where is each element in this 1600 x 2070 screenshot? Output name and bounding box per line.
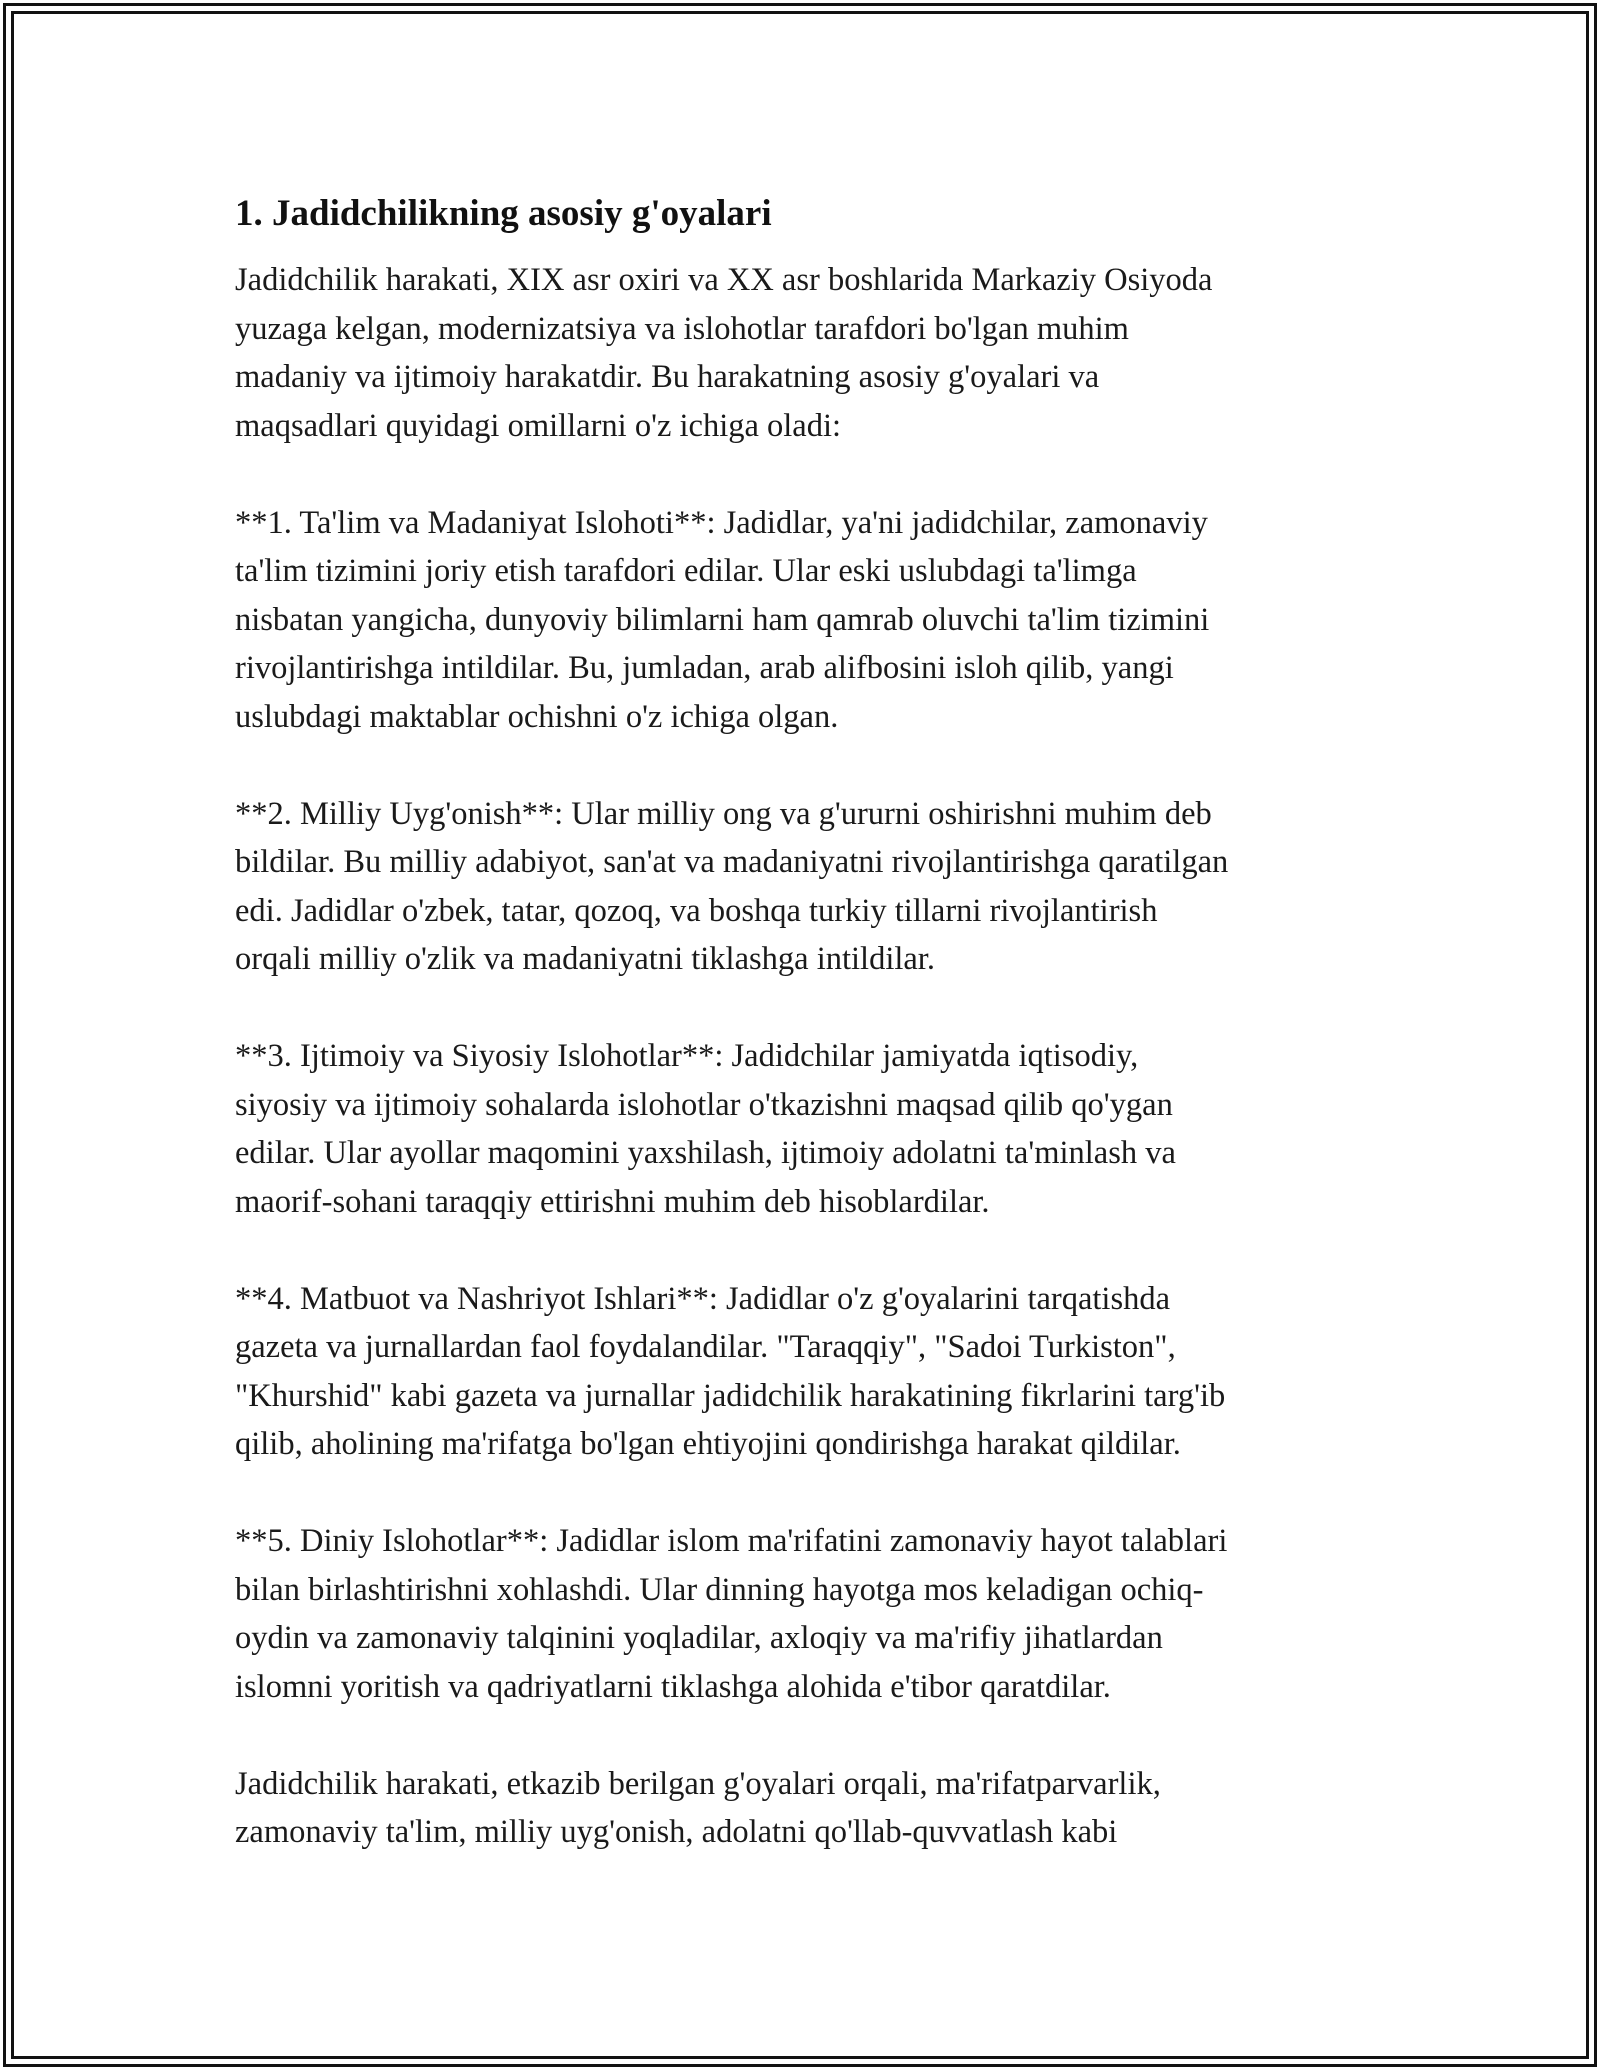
paragraph: [235, 1760, 1375, 1857]
paragraph: [235, 790, 1375, 984]
text-line: **5. Diniy Islohotlar**: Jadidlar islom ma'rifatini zamonaviy hayot talablari: [235, 1523, 1228, 1559]
paragraph: [235, 256, 1375, 450]
text-line: edi. Jadidlar o'zbek, tatar, qozoq, va boshqa turkiy tillarni rivojlantirish: [235, 892, 1158, 929]
paragraph-list: [235, 256, 1375, 1857]
document-body: [235, 186, 1375, 1857]
text-line: maqsadlari quyidagi omillarni o'z ichiga oladi:: [235, 407, 842, 444]
text-line: **1. Ta'lim va Madaniyat Islohoti**: Jadidlar, ya'ni jadidchilar, zamonaviy: [235, 504, 1208, 541]
text-line: qilib, aholining ma'rifatga bo'lgan ehtiyojini qondirishga harakat qildilar.: [235, 1426, 1181, 1462]
text-line: nisbatan yangicha, dunyoviy bilimlarni ham qamrab oluvchi ta'lim tizimini: [235, 601, 1210, 638]
text-line: islomni yoritish va qadriyatlarni tiklashga alohida e'tibor qaratdilar.: [235, 1668, 1111, 1705]
text-line: maorif-sohani taraqqiy ettirishni muhim deb hisoblardilar.: [235, 1183, 990, 1220]
text-line: edilar. Ular ayollar maqomini yaxshilash, ijtimoiy adolatni ta'minlash va: [235, 1135, 1176, 1171]
text-line: **2. Milliy Uyg'onish**: Ular milliy ong va g'ururni oshirishni muhim deb: [235, 795, 1212, 832]
text-line: oydin va zamonaviy talqinini yoqladilar, axloqiy va ma'rifiy jihatlardan: [235, 1620, 1163, 1656]
text-line: uslubdagi maktablar ochishni o'z ichiga olgan.: [235, 698, 839, 735]
text-line: Jadidchilik harakati, XIX asr oxiri va XX asr boshlarida Markaziy Osiyoda: [235, 262, 1213, 298]
section-heading: 1. Jadidchilikning asosiy g'oyalari: [235, 193, 772, 234]
text-line: madaniy va ijtimoiy harakatdir. Bu harakatning asosiy g'oyalari va: [235, 359, 1100, 395]
text-line: orqali milliy o'zlik va madaniyatni tiklashga intildilar.: [235, 941, 935, 977]
text-line: ta'lim tizimini joriy etish tarafdori edilar. Ular eski uslubdagi ta'limga: [235, 553, 1137, 589]
text-line: **3. Ijtimoiy va Siyosiy Islohotlar**: Jadidchilar jamiyatda iqtisodiy,: [235, 1038, 1139, 1074]
text-line: yuzaga kelgan, modernizatsiya va islohotlar tarafdori bo'lgan muhim: [235, 310, 1129, 347]
paragraph: [235, 499, 1375, 742]
text-line: rivojlantirishga intildilar. Bu, jumladan, arab alifbosini isloh qilib, yangi: [235, 650, 1174, 686]
text-line: "Khurshid" kabi gazeta va jurnallar jadidchilik harakatining fikrlarini targ'ib: [235, 1377, 1226, 1414]
text-line: siyosiy va ijtimoiy sohalarda islohotlar o'tkazishni maqsad qilib qo'ygan: [235, 1086, 1173, 1123]
text-line: Jadidchilik harakati, etkazib berilgan g'oyalari orqali, ma'rifatparvarlik,: [235, 1765, 1161, 1802]
text-line: zamonaviy ta'lim, milliy uyg'onish, adolatni qo'llab-quvvatlash kabi: [235, 1814, 1118, 1850]
text-line: bildilar. Bu milliy adabiyot, san'at va madaniyatni rivojlantirishga qaratilgan: [235, 844, 1229, 880]
paragraph: [235, 1517, 1375, 1711]
paragraph: [235, 1032, 1375, 1226]
text-line: gazeta va jurnallardan faol foydalandilar. "Taraqqiy", "Sadoi Turkiston",: [235, 1329, 1176, 1365]
paragraph: [235, 1275, 1375, 1469]
text-line: **4. Matbuot va Nashriyot Ishlari**: Jadidlar o'z g'oyalarini tarqatishda: [235, 1280, 1171, 1317]
text-line: bilan birlashtirishni xohlashdi. Ular dinning hayotga mos keladigan ochiq-: [235, 1571, 1204, 1608]
